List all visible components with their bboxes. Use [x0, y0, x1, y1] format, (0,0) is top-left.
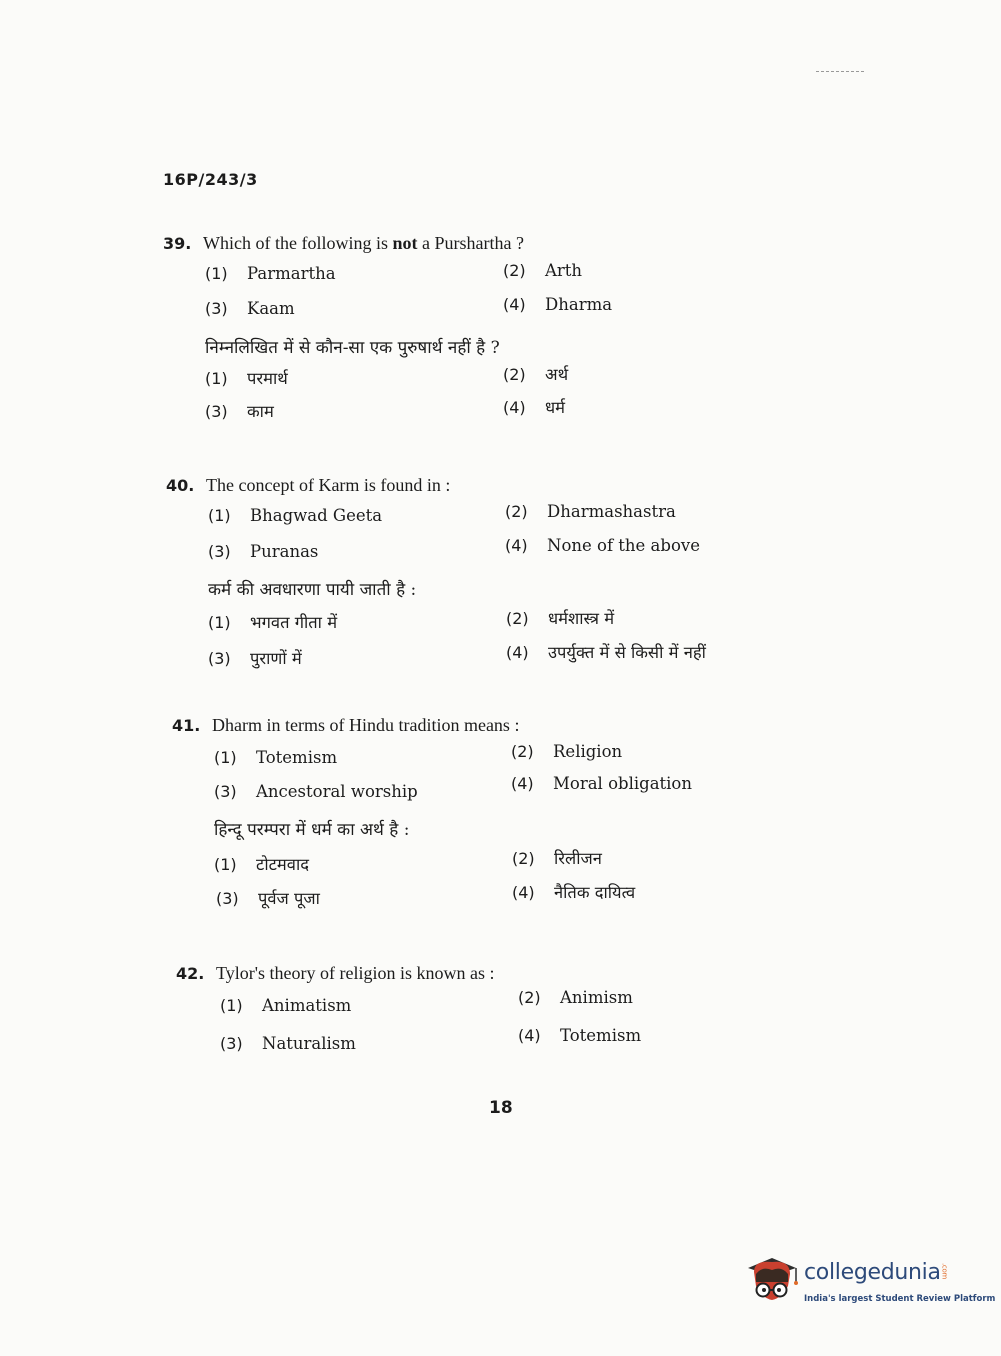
- scan-mark: [816, 71, 864, 72]
- option-2: (2) Religion: [511, 742, 623, 761]
- option-4-hindi: (4) नैतिक दायित्व: [512, 883, 636, 902]
- brand-tagline: India's largest Student Review Platform: [804, 1294, 996, 1304]
- option-3-hindi: (3) काम: [205, 402, 274, 421]
- options-hindi: [214, 844, 872, 914]
- question-text: Which of the following is not a Purshartha ?: [203, 233, 524, 253]
- question-number: 40.: [166, 476, 195, 495]
- question-text: Dharm in terms of Hindu tradition means :: [212, 715, 520, 735]
- options-english: [214, 738, 872, 808]
- options-english: [205, 256, 863, 326]
- option-1: (1) Bhagwad Geeta: [208, 506, 383, 525]
- option-4: (4) Totemism: [518, 1026, 642, 1045]
- question-text-hindi: निम्नलिखित में से कौन-सा एक पुरुषार्थ नहीं है ?: [205, 338, 500, 358]
- option-2-hindi: (2) अर्थ: [503, 365, 569, 384]
- question-line: [172, 712, 872, 738]
- question-text: Tylor's theory of religion is known as :: [216, 963, 495, 983]
- option-1: (1) Animatism: [220, 996, 352, 1015]
- question-text-hindi: कर्म की अवधारणा पायी जाती है :: [208, 580, 417, 600]
- option-1-hindi: (1) परमार्थ: [205, 369, 288, 388]
- option-1-hindi: (1) भगवत गीता में: [208, 613, 338, 632]
- paper-code: 16P/243/3: [163, 170, 258, 189]
- question-line: [176, 960, 876, 986]
- option-3-hindi: (3) पुराणों में: [208, 649, 302, 668]
- options-hindi: [208, 604, 866, 674]
- options-english: [218, 986, 876, 1056]
- question-41: [172, 712, 872, 914]
- option-2-hindi: (2) धर्मशास्त्र में: [506, 609, 615, 628]
- options-english: [208, 498, 866, 568]
- option-3-hindi: (3) पूर्वज पूजा: [216, 889, 320, 908]
- question-42: [176, 960, 876, 1056]
- option-1: (1) Parmartha: [205, 264, 336, 283]
- question-line: [166, 472, 866, 498]
- mascot-logo-icon: [742, 1252, 800, 1310]
- option-4-hindi: (4) उपर्युक्त में से किसी में नहीं: [506, 643, 706, 662]
- question-number: 42.: [176, 964, 205, 983]
- option-1-hindi: (1) टोटमवाद: [214, 855, 309, 874]
- option-4: (4) Dharma: [503, 295, 613, 314]
- question-text: The concept of Karm is found in :: [206, 475, 451, 495]
- question-line: [163, 230, 863, 256]
- question-39: [163, 230, 863, 432]
- option-2: (2) Animism: [518, 988, 633, 1007]
- option-3: (3) Naturalism: [220, 1034, 356, 1053]
- options-hindi: [205, 362, 863, 432]
- option-4: (4) Moral obligation: [511, 774, 692, 793]
- option-4: (4) None of the above: [505, 536, 700, 555]
- brand-name: collegedunia.com: [804, 1260, 949, 1285]
- option-4-hindi: (4) धर्म: [503, 398, 566, 417]
- question-40: [166, 472, 866, 674]
- option-3: (3) Ancestoral worship: [214, 782, 418, 801]
- option-3: (3) Kaam: [205, 299, 295, 318]
- option-2-hindi: (2) रिलीजन: [512, 849, 602, 868]
- option-1: (1) Totemism: [214, 748, 338, 767]
- option-3: (3) Puranas: [208, 542, 319, 561]
- option-2: (2) Arth: [503, 261, 583, 280]
- question-number: 41.: [172, 716, 201, 735]
- question-text-hindi: हिन्दू परम्परा में धर्म का अर्थ है :: [214, 820, 410, 840]
- page-number: 18: [489, 1098, 513, 1118]
- collegedunia-watermark: [742, 1252, 996, 1316]
- option-2: (2) Dharmashastra: [505, 502, 676, 521]
- question-number: 39.: [163, 234, 192, 253]
